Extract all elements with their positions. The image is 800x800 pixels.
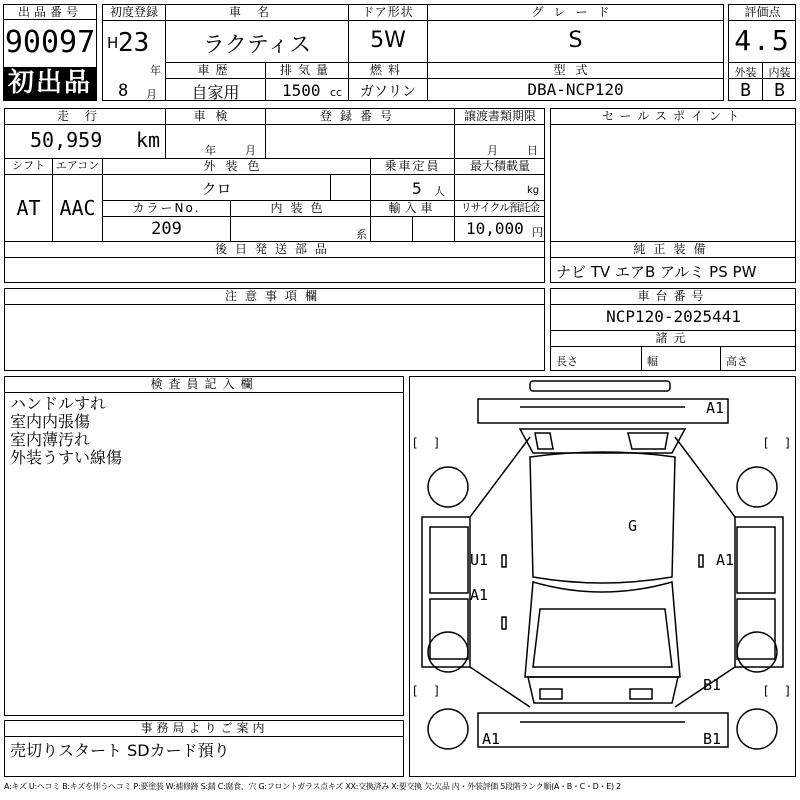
office-label: 事務局よりご案内	[140, 721, 269, 735]
registration-month: 8	[118, 81, 129, 101]
capacity-unit: 人	[434, 185, 445, 198]
transfer-day-unit: 日	[527, 144, 538, 157]
transfer-deadline-label: 譲渡書類期限	[463, 109, 536, 123]
sales-point-label: セールスポイント	[602, 109, 745, 123]
max-load-label: 最大積載量	[469, 159, 530, 173]
inspector-note: 外装うすい線傷	[10, 448, 123, 467]
svg-text:[: [	[413, 684, 418, 698]
svg-text:[: [	[764, 436, 769, 450]
later-parts-label: 後日発送部品	[214, 242, 335, 256]
chassis-number-label: 車台番号	[637, 289, 710, 303]
history-value: 自家用	[191, 83, 240, 102]
shaken-month-unit: 月	[245, 144, 256, 157]
mileage-unit: km	[136, 128, 161, 152]
length-label: 長さ	[556, 355, 578, 368]
color-no-value: 209	[151, 219, 182, 239]
exterior-score: B	[740, 80, 751, 101]
grade-value: S	[568, 28, 583, 53]
car-diagram-drawing	[410, 377, 795, 776]
transfer-month-unit: 月	[487, 144, 498, 157]
mileage-label: 走行	[56, 109, 113, 123]
capacity-value: 5	[412, 179, 422, 198]
interior-color-label: 内装色	[270, 201, 331, 215]
equipment-value: ナビ TV エアB アルミ PS PW	[556, 263, 757, 281]
score-value: 4.5	[734, 24, 791, 57]
svg-text:]: ]	[434, 436, 439, 450]
aircon-label: エアコン	[55, 159, 100, 172]
inspector-notes	[10, 395, 122, 467]
height-label: 高さ	[726, 355, 748, 368]
year-unit: 年	[150, 64, 161, 77]
fuel-value: ガソリン	[360, 84, 416, 100]
grade-label: グレード	[531, 5, 620, 19]
car-diagram	[409, 376, 796, 777]
exterior-color-label: 外装色	[203, 159, 270, 173]
svg-text:]: ]	[785, 436, 790, 450]
legend: A:キズ U:ヘコミ B:キズを伴うヘコミ P:要塗装 W:補修跡 S:錆 C:腐食、穴 G:フロントガラス点キズ XX:交換済み X:要交換 欠:欠品 内・外装評価 5段階ランク順(A・B・C・D・E) 2	[4, 782, 621, 791]
color-no-label: カラーNo.	[132, 201, 201, 215]
score-label: 評価点	[744, 5, 781, 19]
mark-right-door: A1	[716, 551, 735, 569]
mark-rear-right: A1	[706, 399, 725, 417]
month-unit: 月	[146, 88, 157, 101]
car-name-label: 車名	[228, 5, 285, 19]
svg-text:]: ]	[434, 684, 439, 698]
max-load-unit: kg	[527, 185, 540, 196]
registration-number-label: 登録番号	[319, 109, 400, 123]
exterior-score-label: 外装	[734, 66, 757, 79]
mark-front-bumper-right: B1	[703, 730, 722, 748]
capacity-label: 乗車定員	[384, 159, 441, 173]
inspector-note: 室内薄汚れ	[10, 430, 91, 449]
lot-number-label: 出品番号	[4, 5, 96, 20]
interior-color-unit: 系	[356, 228, 367, 241]
shaken-year-unit: 年	[205, 144, 216, 157]
displacement-unit: cc	[330, 86, 343, 99]
history-label: 車歴	[197, 63, 234, 77]
interior-score-label: 内装	[768, 66, 791, 79]
equipment-label: 純正装備	[633, 242, 714, 256]
lot-number: 90097	[4, 25, 96, 60]
shaken-label: 車検	[193, 109, 238, 123]
svg-text:[: [	[764, 684, 769, 698]
import-label: 輸入車	[388, 201, 437, 215]
fuel-label: 燃料	[369, 63, 406, 77]
shift-label: シフト	[12, 159, 45, 172]
first-listing-badge: 初出品	[4, 67, 96, 100]
displacement-label: 排気量	[279, 63, 334, 77]
model-code: DBA-NCP120	[527, 80, 624, 99]
door-type-label: ドア形状	[362, 5, 414, 19]
office-text: 売切りスタート SDカード預り	[10, 741, 230, 760]
mark-left-door: U1	[470, 551, 489, 569]
inspector-note: ハンドルすれ	[10, 394, 107, 413]
notes-label: 注意事項欄	[224, 289, 325, 303]
recycle-unit: 円	[532, 226, 543, 239]
mark-left-rear-door: A1	[470, 586, 489, 604]
model-label: 型式	[553, 63, 598, 77]
mark-front-right: B1	[703, 676, 722, 694]
shift-value: AT	[16, 196, 41, 220]
interior-score: B	[774, 80, 785, 101]
aircon-value: AAC	[59, 196, 96, 220]
svg-text:]: ]	[785, 684, 790, 698]
specs-label: 諸元	[655, 331, 692, 345]
recycle-label: リサイクル預託金	[460, 201, 540, 214]
lot-number-block	[3, 4, 97, 101]
mileage-value: 50,959	[30, 128, 103, 152]
first-registration-label: 初度登録	[109, 5, 158, 19]
door-type: 5W	[370, 28, 406, 53]
displacement-value: 1500	[282, 81, 321, 100]
inspector-label: 検査員記入欄	[150, 377, 259, 391]
mark-roof: G	[628, 517, 638, 535]
mark-front-bumper-left: A1	[482, 730, 501, 748]
inspector-note: 室内内張傷	[10, 412, 91, 431]
chassis-number: NCP120-2025441	[606, 307, 741, 326]
car-name: ラクティス	[202, 33, 312, 58]
era-mark: H	[107, 34, 119, 52]
width-label: 幅	[647, 355, 658, 368]
exterior-color-value: クロ	[201, 180, 232, 198]
recycle-value: 10,000	[466, 219, 524, 238]
svg-text:[: [	[413, 436, 418, 450]
registration-year: 23	[118, 28, 150, 58]
